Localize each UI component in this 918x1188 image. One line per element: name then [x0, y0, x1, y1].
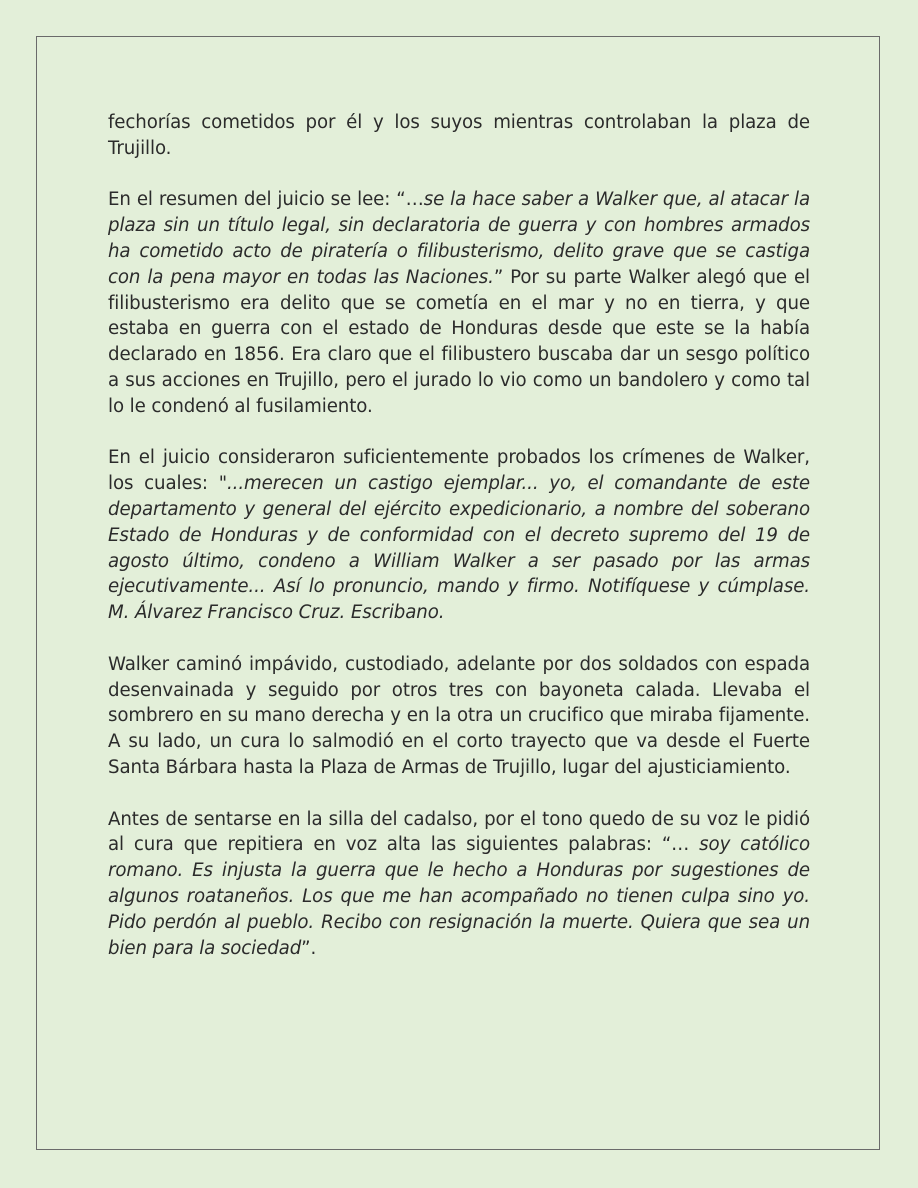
quoted-text: soy católico romano. Es injusta la guerra que le hecho a Honduras por sugestiones de algunos roataneños. Los que me han acompañado no tienen culpa sino yo. Pido perdón al pueblo. Recibo con resignación la muerte. Quiera que sea un bien para la sociedad — [108, 834, 810, 959]
paragraph — [108, 807, 810, 962]
paragraph — [108, 187, 810, 419]
text-segment: ”. — [301, 937, 317, 959]
document-body — [108, 110, 810, 987]
text-segment: fechorías cometidos por él y los suyos mientras controlaban la plaza de Trujillo. — [108, 112, 810, 159]
text-segment: Antes de sentarse en la silla del cadalso, por el tono quedo de su voz le pidió al cura que repitiera en voz alta las siguientes palabras: “… — [108, 808, 810, 856]
text-segment: Walker caminó impávido, custodiado, adelante por dos soldados con espada desenvainada y seguido por otros tres con bayoneta calada. Llevaba el sombrero en su mano derecha y en la otra un crucifico que miraba fijamente. A su lado, un cura lo salmodió en el corto trayecto que va desde el Fuerte Santa Bárbara hasta la Plaza de Armas de Trujillo, lugar del ajusticiamiento. — [108, 653, 810, 778]
quoted-text: ...merecen un castigo ejemplar... yo, el comandante de este departamento y general del ejército expedicionario, a nombre del soberano Estado de Honduras y de conformidad con el decreto supremo del 19 de agosto último, condeno a William Walker a ser pasado por las armas ejecutivamente... Así lo pronuncio, mando y firmo. Notifíquese y cúmplase. M. Álvarez Francisco Cruz. Escribano. — [108, 473, 810, 624]
text-segment: ” Por su parte Walker alegó que el filibusterismo era delito que se cometía en el mar y no en tierra, y que estaba en guerra con el estado de Honduras desde que este se la había declarado en 1856. Era claro que el filibustero buscaba dar un sesgo político a sus acciones en Trujillo, pero el jurado lo vio como un bandolero y como tal lo le condenó al fusilamiento. — [108, 266, 810, 417]
paragraph — [108, 110, 810, 162]
paragraph — [108, 445, 810, 626]
quoted-text: se la hace saber a Walker que, al atacar la plaza sin un título legal, sin declaratoria de guerra y con hombres armados ha cometido acto de piratería o filibusterismo, delito grave que se castiga con la pena mayor en todas las Naciones. — [108, 189, 810, 288]
paragraph — [108, 652, 810, 781]
text-segment: En el juicio consideraron suficientemente probados los crímenes de Walker, los cuales: " — [108, 447, 810, 495]
text-segment: En el resumen del juicio se lee: “… — [108, 189, 424, 211]
